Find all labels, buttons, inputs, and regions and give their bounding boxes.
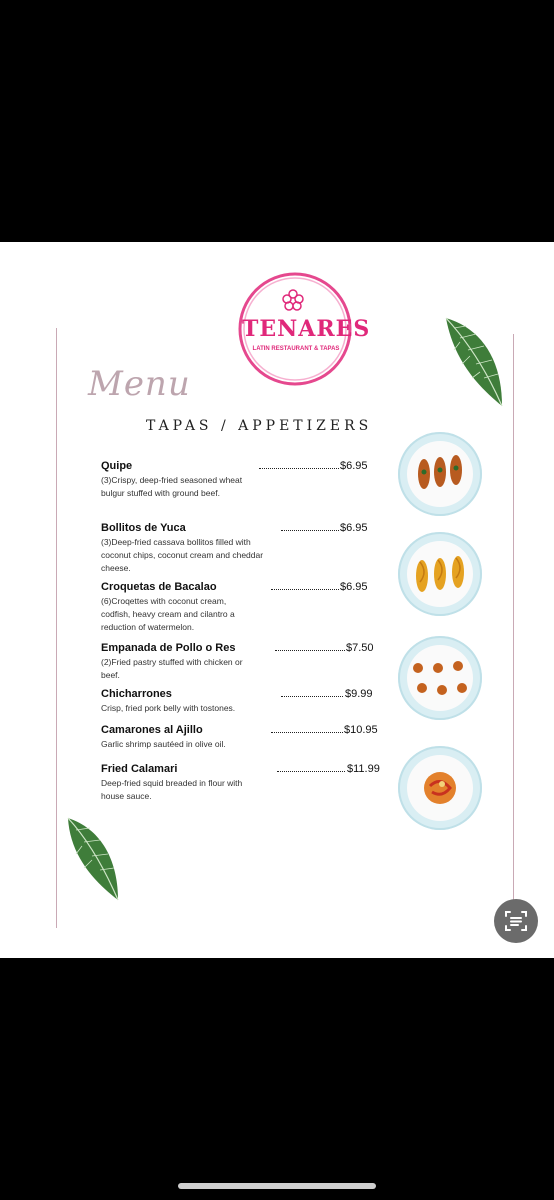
leader-dots [271,583,339,590]
leader-dots [281,690,343,697]
home-indicator[interactable] [178,1183,376,1189]
list-item [101,688,381,715]
list-item [101,581,381,634]
item-name: Camarones al Ajillo [101,724,203,736]
leader-dots [275,644,345,651]
item-price: $6.95 [340,460,368,472]
food-photo-calamari [398,746,482,830]
menu-label: Menu [88,364,191,404]
left-border-line [56,328,57,928]
item-name: Quipe [101,460,133,472]
list-item [101,460,381,500]
right-border-line [513,334,514,904]
list-item [101,522,381,575]
leader-dots [259,462,339,469]
tenares-logo [236,270,371,388]
item-name: Fried Calamari [101,763,178,775]
scan-text-button[interactable] [494,899,538,943]
item-name: Croquetas de Bacalao [101,581,217,593]
leader-dots [271,726,343,733]
item-price: $9.99 [345,688,373,700]
food-photo-croquetas [398,636,482,720]
item-name: Bollitos de Yuca [101,522,186,534]
item-description: Crisp, fried pork belly with tostones. [101,703,236,713]
list-item [101,642,381,682]
list-item [101,763,381,803]
item-price: $7.50 [346,642,374,654]
food-photo-bollitos [398,532,482,616]
food-photo-quipe [398,432,482,516]
item-description: (6)Croqettes with coconut cream, codfish, heavy cream and cilantro a reduction of watermelon. [101,596,235,632]
item-name: Empanada de Pollo o Res [101,642,236,654]
logo-name: TENARES [242,316,371,342]
item-price: $6.95 [340,581,368,593]
section-title: TAPAS / APPETIZERS [146,418,373,434]
item-price: $11.99 [347,763,380,775]
item-description: Deep-fried squid breaded in flour with house sauce. [101,778,243,801]
item-price: $10.95 [344,724,378,736]
item-description: (2)Fried pastry stuffed with chicken or beef. [101,657,243,680]
palm-leaf-icon [440,314,510,410]
menu-page-image [0,242,554,958]
logo-tagline: LATIN RESTAURANT & TAPAS [252,346,340,352]
item-price: $6.95 [340,522,368,534]
leader-dots [277,765,345,772]
item-description: Garlic shrimp sautéed in olive oil. [101,739,226,749]
list-item [101,724,381,751]
item-description: (3)Crispy, deep-fried seasoned wheat bulgur stuffed with ground beef. [101,475,243,498]
leader-dots [281,524,339,531]
item-name: Chicharrones [101,688,172,700]
palm-leaf-icon [60,814,126,904]
scan-text-icon [494,899,538,943]
item-description: (3)Deep-fried cassava bollitos filled with coconut chips, coconut cream and cheddar cheese. [101,537,264,573]
